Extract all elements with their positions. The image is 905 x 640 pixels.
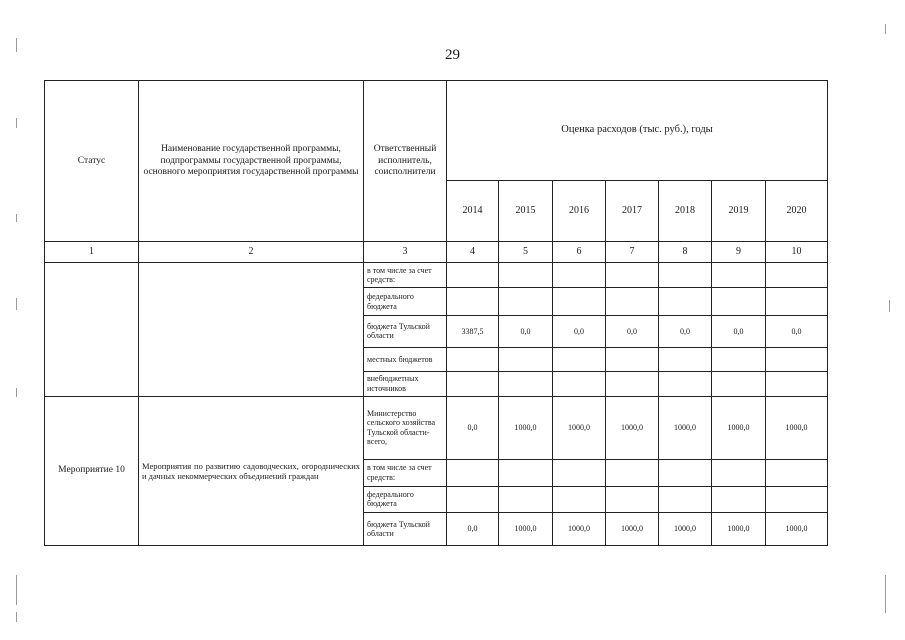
value-cell [447, 288, 499, 316]
value-cell [659, 486, 712, 513]
value-cell [499, 486, 553, 513]
column-number: 2 [139, 242, 364, 262]
value-cell: 0,0 [606, 316, 659, 348]
value-cell [499, 372, 553, 397]
header-status: Статус [45, 81, 139, 242]
value-cell [606, 347, 659, 372]
value-cell [606, 460, 659, 487]
header-year: 2020 [766, 181, 828, 242]
value-cell: 1000,0 [712, 513, 766, 546]
value-cell [447, 262, 499, 288]
header-estimate: Оценка расходов (тыс. руб.), годы [447, 81, 828, 181]
column-number: 4 [447, 242, 499, 262]
column-number: 1 [45, 242, 139, 262]
value-cell [766, 372, 828, 397]
value-cell [606, 486, 659, 513]
value-cell [499, 460, 553, 487]
column-number: 8 [659, 242, 712, 262]
table-row [45, 262, 828, 288]
value-cell [553, 372, 606, 397]
funding-source: бюджета Тульской области [364, 316, 447, 348]
funding-source: Министерство сельского хозяйства Тульской области- всего, [364, 396, 447, 459]
column-number: 6 [553, 242, 606, 262]
column-number: 5 [499, 242, 553, 262]
value-cell [766, 486, 828, 513]
funding-source: федерального бюджета [364, 486, 447, 513]
value-cell: 1000,0 [659, 513, 712, 546]
header-executor: Ответственный исполнитель, соисполнители [364, 81, 447, 242]
value-cell [766, 347, 828, 372]
name-cell-empty [139, 262, 364, 396]
value-cell [606, 262, 659, 288]
value-cell [606, 372, 659, 397]
value-cell: 1000,0 [606, 396, 659, 459]
header-name: Наименование государственной программы, подпрограммы государственной программы, основного мероприятия государственной программы [139, 81, 364, 242]
value-cell [712, 288, 766, 316]
value-cell [499, 347, 553, 372]
value-cell: 1000,0 [659, 396, 712, 459]
value-cell [659, 262, 712, 288]
status-cell: Мероприятие 10 [45, 396, 139, 545]
funding-source: бюджета Тульской области [364, 513, 447, 546]
value-cell [499, 288, 553, 316]
value-cell [712, 486, 766, 513]
value-cell: 1000,0 [712, 396, 766, 459]
value-cell: 0,0 [659, 316, 712, 348]
value-cell [553, 262, 606, 288]
column-number: 3 [364, 242, 447, 262]
value-cell [766, 288, 828, 316]
value-cell: 1000,0 [553, 396, 606, 459]
value-cell [659, 460, 712, 487]
header-year: 2017 [606, 181, 659, 242]
value-cell [712, 347, 766, 372]
value-cell: 0,0 [499, 316, 553, 348]
value-cell: 1000,0 [766, 396, 828, 459]
column-number: 7 [606, 242, 659, 262]
header-year: 2019 [712, 181, 766, 242]
value-cell: 0,0 [712, 316, 766, 348]
value-cell [553, 486, 606, 513]
value-cell [712, 460, 766, 487]
value-cell [712, 372, 766, 397]
value-cell [659, 288, 712, 316]
value-cell [553, 347, 606, 372]
header-year: 2015 [499, 181, 553, 242]
value-cell [553, 288, 606, 316]
page-number: 29 [445, 47, 460, 63]
value-cell [553, 460, 606, 487]
value-cell: 0,0 [766, 316, 828, 348]
value-cell: 0,0 [447, 513, 499, 546]
column-number-row [45, 242, 828, 262]
budget-table [44, 80, 828, 546]
table-row [45, 396, 828, 459]
funding-source: местных бюджетов [364, 347, 447, 372]
header-year: 2016 [553, 181, 606, 242]
value-cell [447, 460, 499, 487]
value-cell: 0,0 [553, 316, 606, 348]
header-year: 2014 [447, 181, 499, 242]
value-cell: 1000,0 [499, 513, 553, 546]
column-number: 9 [712, 242, 766, 262]
value-cell: 1000,0 [553, 513, 606, 546]
value-cell [499, 262, 553, 288]
value-cell: 1000,0 [766, 513, 828, 546]
measure-name: Мероприятия по развитию садоводческих, огороднических и дачных некоммерческих объединений граждан [139, 396, 364, 545]
value-cell [447, 486, 499, 513]
funding-source: внебюджетных источников [364, 372, 447, 397]
value-cell: 3387,5 [447, 316, 499, 348]
funding-source: федерального бюджета [364, 288, 447, 316]
value-cell: 1000,0 [499, 396, 553, 459]
funding-source: в том числе за счет средств: [364, 262, 447, 288]
value-cell: 1000,0 [606, 513, 659, 546]
column-number: 10 [766, 242, 828, 262]
value-cell [447, 372, 499, 397]
value-cell [766, 262, 828, 288]
value-cell [766, 460, 828, 487]
value-cell: 0,0 [447, 396, 499, 459]
value-cell [447, 347, 499, 372]
funding-source: в том числе за счет средств: [364, 460, 447, 487]
value-cell [659, 372, 712, 397]
header-year: 2018 [659, 181, 712, 242]
value-cell [606, 288, 659, 316]
value-cell [659, 347, 712, 372]
status-cell-empty [45, 262, 139, 396]
value-cell [712, 262, 766, 288]
